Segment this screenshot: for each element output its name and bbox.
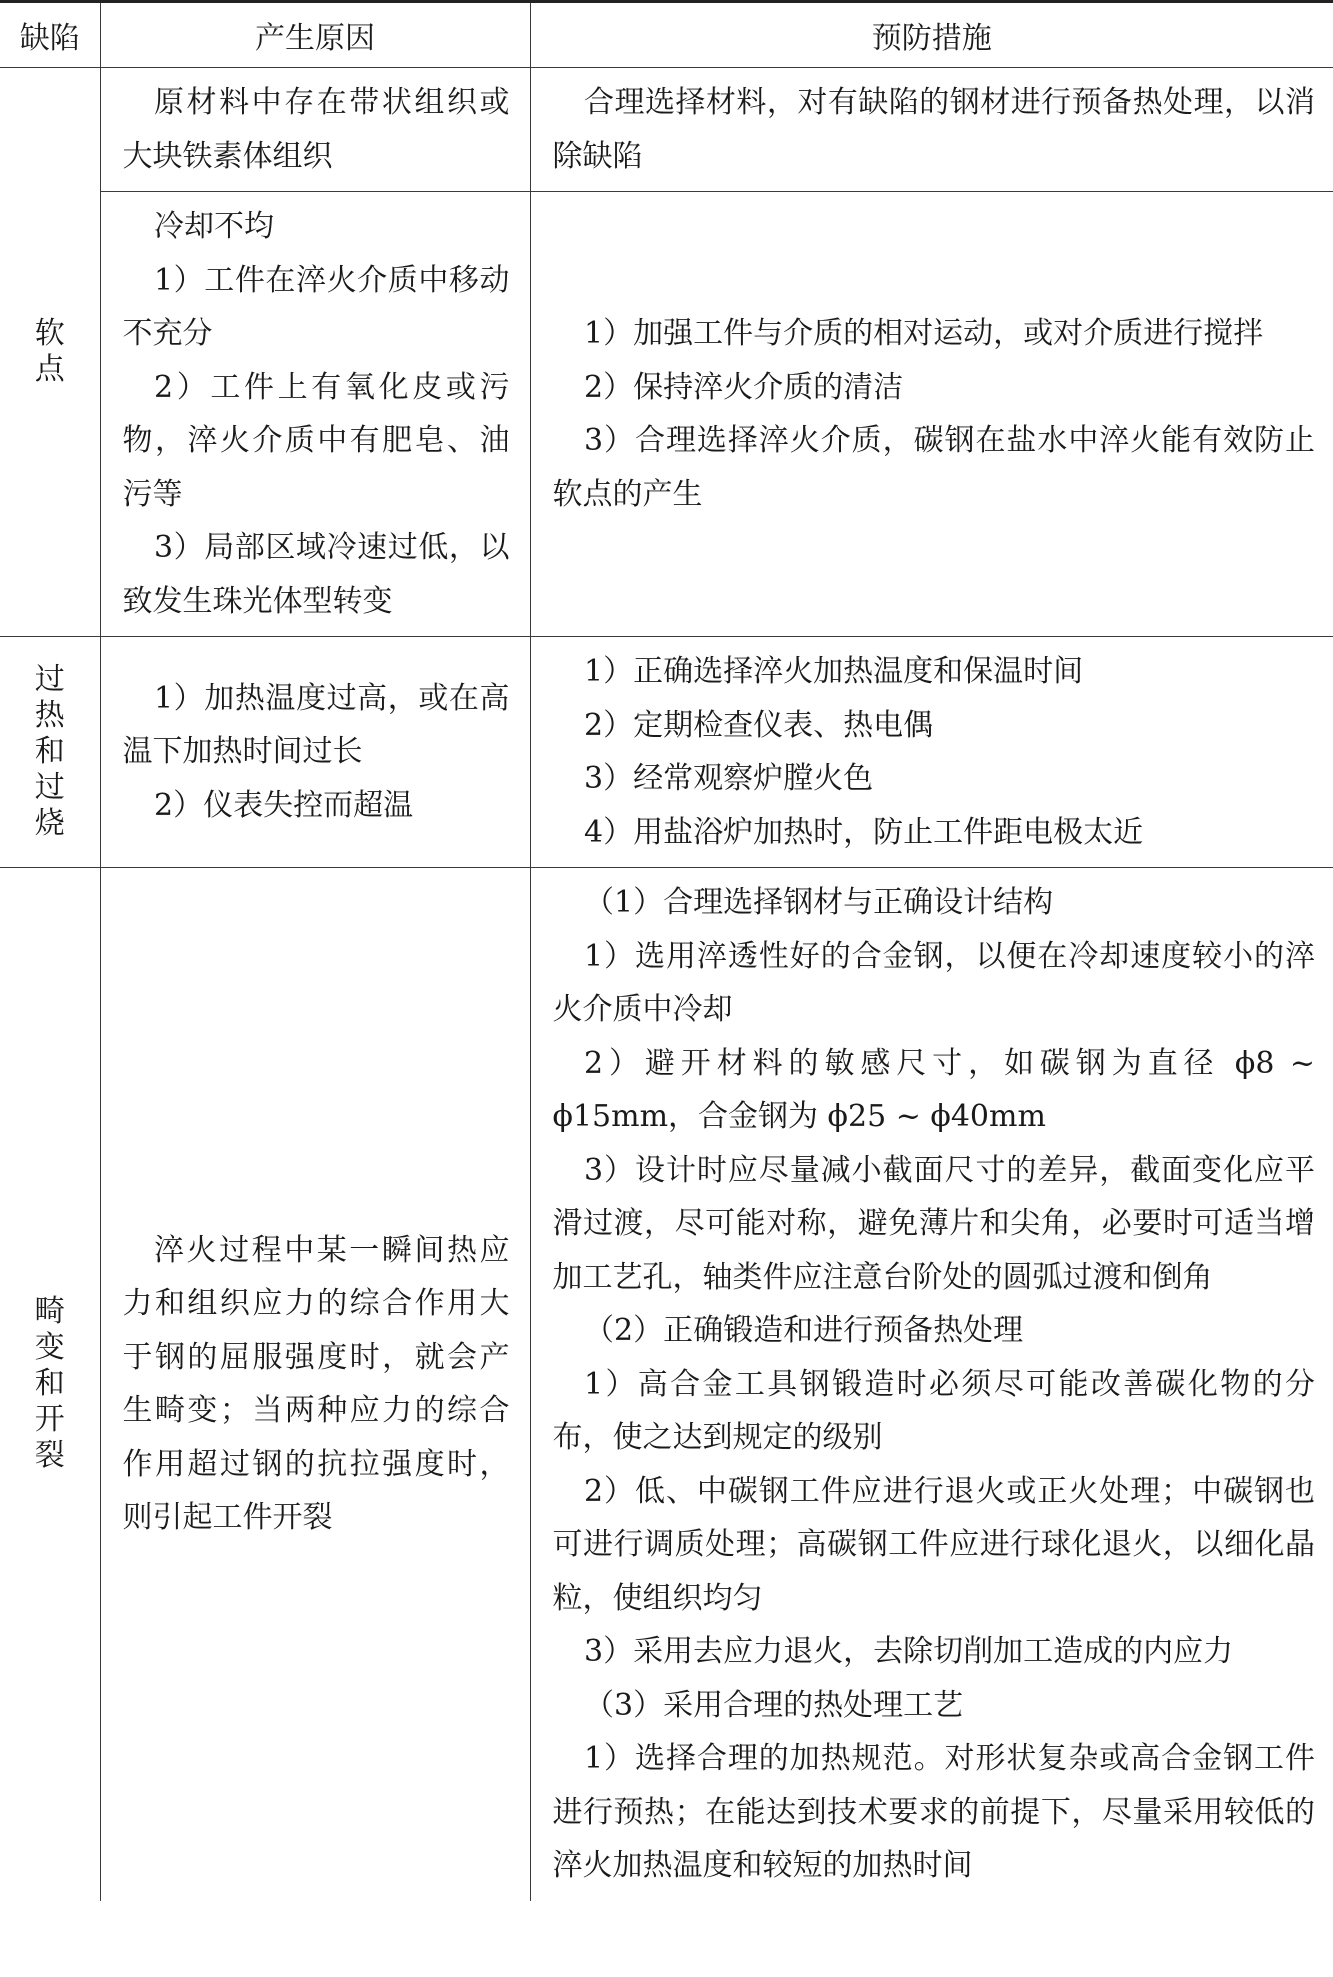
cause-paragraph: 2）仪表失控而超温 (154, 787, 414, 823)
cause-cell (100, 637, 530, 868)
prevention-paragraph: 1）选用淬透性好的合金钢，以便在冷却速度较小的淬火介质中冷却 (552, 938, 1315, 1027)
cause-paragraph: 冷却不均 (154, 209, 274, 244)
defect-label: 过热和过烧 (34, 662, 65, 841)
table-row (0, 192, 1333, 637)
defect-cell-distortion (0, 868, 100, 1901)
prevention-paragraph: 2）保持淬火介质的清洁 (584, 369, 904, 405)
cause-paragraph: 1）加热温度过高，或在高温下加热时间过长 (122, 680, 510, 770)
prevention-paragraph: 2）定期检查仪表、热电偶 (584, 707, 934, 743)
table-header-row (0, 2, 1333, 68)
table-row (0, 637, 1333, 868)
table-row (0, 868, 1333, 1901)
prevention-paragraph: 3）采用去应力退火，去除切削加工造成的内应力 (584, 1634, 1234, 1669)
prevention-paragraph: （1）合理选择钢材与正确设计结构 (584, 885, 1054, 920)
cause-paragraph: 淬火过程中某一瞬间热应力和组织应力的综合作用大于钢的屈服强度时，就会产生畸变；当两种应力的综合作用超过钢的抗拉强度时，则引起工件开裂 (122, 1232, 510, 1536)
prevention-cell (530, 68, 1333, 192)
prevention-cell (530, 868, 1333, 1901)
prevention-paragraph: 1）正确选择淬火加热温度和保温时间 (584, 654, 1084, 689)
cause-paragraph: 3）局部区域冷速过低，以致发生珠光体型转变 (122, 530, 510, 619)
prevention-paragraph: （3）采用合理的热处理工艺 (584, 1687, 964, 1723)
defect-label: 畸变和开裂 (34, 1294, 65, 1474)
prevention-paragraph: 2）低、中碳钢工件应进行退火或正火处理；中碳钢也可进行调质处理；高碳钢工件应进行球化退火，以细化晶粒，使组织均匀 (552, 1473, 1315, 1616)
prevention-paragraph: 3）设计时应尽量减小截面尺寸的差异，截面变化应平滑过渡，尽可能对称，避免薄片和尖角，必要时可适当增加工艺孔，轴类件应注意台阶处的圆弧过渡和倒角 (552, 1152, 1315, 1295)
prevention-cell (530, 637, 1333, 868)
cause-cell (100, 868, 530, 1901)
prevention-paragraph: 1）高合金工具钢锻造时必须尽可能改善碳化物的分布，使之达到规定的级别 (552, 1366, 1315, 1455)
header-cause: 产生原因 (100, 2, 530, 68)
cause-cell (100, 68, 530, 192)
header-prevention: 预防措施 (530, 2, 1333, 68)
prevention-paragraph: （2）正确锻造和进行预备热处理 (584, 1313, 1024, 1348)
prevention-paragraph: 合理选择材料，对有缺陷的钢材进行预备热处理，以消除缺陷 (552, 85, 1315, 174)
header-defect: 缺陷 (0, 2, 100, 68)
cause-paragraph: 1）工件在淬火介质中移动不充分 (122, 262, 510, 351)
defect-cell-overheat (0, 637, 100, 868)
prevention-paragraph: 4）用盐浴炉加热时，防止工件距电极太近 (584, 814, 1144, 850)
table-row (0, 68, 1333, 192)
prevention-paragraph: 1）加强工件与介质的相对运动，或对介质进行搅拌 (584, 316, 1264, 351)
prevention-paragraph: 1）选择合理的加热规范。对形状复杂或高合金钢工件进行预热；在能达到技术要求的前提下，尽量采用较低的淬火加热温度和较短的加热时间 (552, 1741, 1315, 1883)
prevention-paragraph: 3）合理选择淬火介质，碳钢在盐水中淬火能有效防止软点的产生 (552, 423, 1315, 512)
defect-label: 软点 (34, 316, 65, 387)
cause-cell (100, 192, 530, 637)
defect-cell-soft-spot (0, 68, 100, 637)
prevention-cell (530, 192, 1333, 637)
cause-paragraph: 原材料中存在带状组织或大块铁素体组织 (122, 85, 510, 174)
prevention-paragraph: 3）经常观察炉膛火色 (584, 761, 874, 796)
prevention-paragraph: 2）避开材料的敏感尺寸，如碳钢为直径 ϕ8 ~ ϕ15mm，合金钢为 ϕ25 ~ ϕ40mm (552, 1045, 1315, 1134)
cause-paragraph: 2）工件上有氧化皮或污物，淬火介质中有肥皂、油污等 (122, 369, 510, 512)
